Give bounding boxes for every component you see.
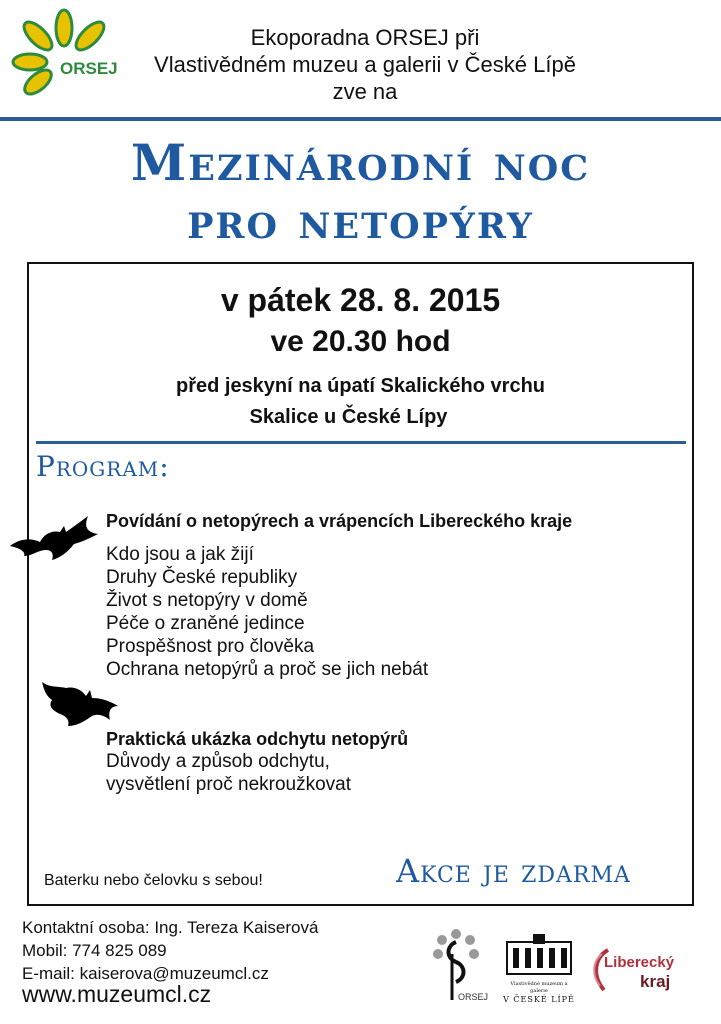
website-link[interactable]: www.muzeumcl.cz — [22, 981, 212, 1007]
header-line-1: Ekoporadna ORSEJ při — [250, 25, 480, 50]
list-item: Kdo jsou a jak žijí — [106, 544, 254, 565]
museum-name-2: V ČESKÉ LÍPĚ — [503, 995, 575, 1004]
event-time: ve 20.30 hod — [270, 325, 451, 358]
title-line-2: pro netopýry — [187, 191, 534, 250]
header-divider — [0, 117, 721, 121]
museum-logo — [503, 932, 575, 1004]
kraj-name-1: Liberecký — [604, 954, 675, 971]
event-place-2: Skalice u České Lípy — [249, 406, 448, 428]
contact-info — [22, 916, 318, 985]
section-2-title: Praktická ukázka odchytu netopýrů — [106, 729, 409, 749]
svg-text:ORSEJ: ORSEJ — [60, 59, 118, 78]
section-1-list — [106, 543, 572, 681]
list-item: Důvody a způsob odchytu, — [106, 751, 330, 772]
museum-name-1: Vlastivědné muzeum a galerie — [510, 981, 568, 994]
program-divider — [36, 441, 686, 444]
orsej-logo — [8, 6, 118, 98]
section-1-title: Povídání o netopýrech a vrápencích Libereckého kraje — [106, 511, 573, 531]
museum-building-icon — [505, 932, 573, 976]
list-item: Ochrana netopýrů a proč se jich nebát — [106, 659, 429, 680]
liberecky-kraj-logo — [588, 948, 688, 994]
contact-mobile: Mobil: 774 825 089 — [22, 941, 167, 960]
note-text: Baterku nebo čelovku s sebou! — [44, 872, 263, 889]
list-item: Péče o zraněné jedince — [106, 613, 305, 634]
free-admission-text: Akce je zdarma — [396, 852, 631, 890]
section-1 — [106, 511, 572, 681]
list-item: Druhy České republiky — [106, 567, 298, 588]
kraj-name-2: kraj — [640, 972, 671, 991]
header-line-3: zve na — [332, 79, 398, 104]
program-heading: Program: — [36, 450, 170, 483]
list-item: Život s netopýry v domě — [106, 590, 308, 611]
section-2 — [106, 729, 408, 796]
bat-icon — [8, 512, 104, 560]
bat-icon — [38, 676, 128, 728]
contact-email[interactable]: E-mail: kaiserova@muzeumcl.cz — [22, 964, 269, 983]
header-text — [110, 24, 620, 105]
section-2-list — [106, 750, 408, 796]
event-date: v pátek 28. 8. 2015 — [220, 282, 501, 318]
list-item: Prospěšnost pro člověka — [106, 636, 315, 657]
list-item: vysvětlení proč nekroužkovat — [106, 774, 352, 795]
title-line-1: Mezinárodní noc — [130, 133, 591, 192]
contact-person: Kontaktní osoba: Ing. Tereza Kaiserová — [22, 918, 319, 937]
orsej-small-logo — [428, 924, 489, 1004]
header-line-2: Vlastivědném muzeu a galerii v České Lípě — [154, 52, 576, 77]
event-place-1: před jeskyní na úpatí Skalického vrchu — [175, 375, 546, 397]
svg-text:ORSEJ: ORSEJ — [458, 992, 489, 1002]
page-title — [20, 134, 701, 250]
